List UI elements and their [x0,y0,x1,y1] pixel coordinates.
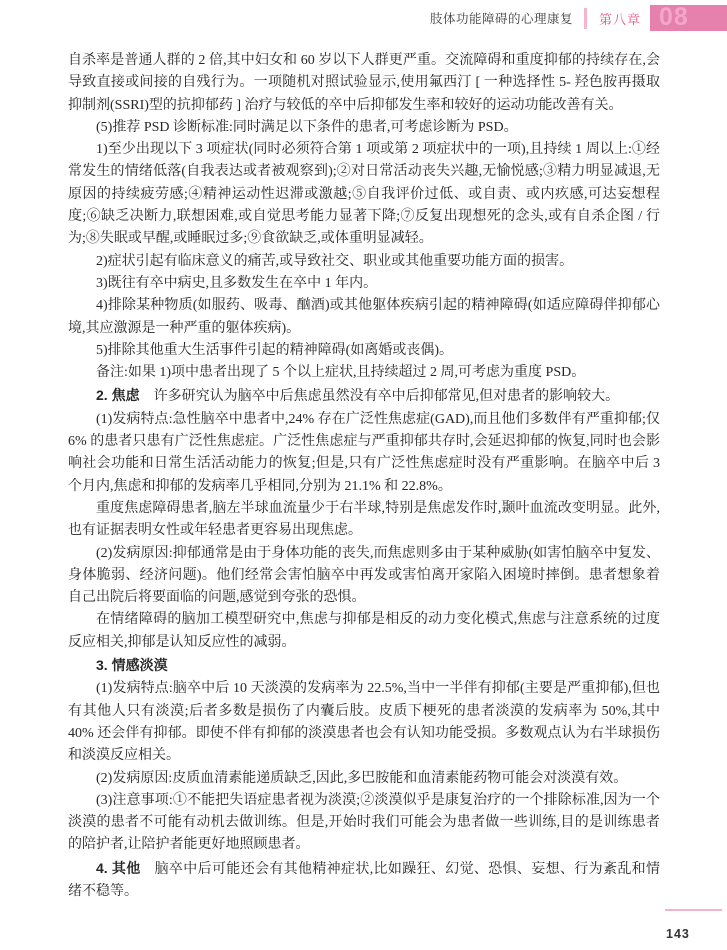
paragraph [68,609,660,654]
paragraph-text: 许多研究认为脑卒中后焦虑虽然没有卒中后抑郁常见,但对患者的影响较大。 [153,389,620,405]
paragraph [68,139,660,250]
paragraph [68,273,660,295]
page-header [0,0,727,36]
section-heading: 2. 焦虑 [96,387,140,404]
chapter-number-box [650,5,727,31]
paragraph-text: (2)发病原因:抑郁通常是由于身体功能的丧失,而焦虑则多由于某种威胁(如害怕脑卒中复发、身体脆弱、经济问题)。他们经常会害怕脑卒中再发或害怕离开家陷入困境时摔倒。患者想象着自己出院后将要面临的问题,感觉到夸张的恐惧。 [68,545,660,606]
paragraph [68,498,660,543]
page-number: 143 [666,927,690,941]
paragraph-text: 1)至少出现以下 3 项症状(同时必须符合第 1 项或第 2 项症状中的一项),且持续 1 周以上:①经常发生的情绪低落(自我表达或者被观察到);②对日常活动丧失兴趣,无愉悦感;③精力明显减退,无原因的持续疲劳感;④精神运动性迟滞或激越;⑤自我评价过低、或自责、或内疚感,可达妄想程度;⑥缺乏决断力,联想困难,或自觉思考能力显著下降;⑦反复出现想死的念头,或有自杀企图 / 行为;⑧失眠或早醒,或睡眠过多;⑨食欲缺乏,或体重明显减轻。 [68,142,660,247]
header-divider [584,8,587,29]
paragraph-text: (5)推荐 PSD 诊断标准:同时满足以下条件的患者,可考虑诊断为 PSD。 [96,119,518,135]
paragraph [68,678,660,767]
chapter-number: 08 [659,3,689,31]
paragraph-text: 在情绪障碍的脑加工模型研究中,焦虑与抑郁是相反的动力变化模式,焦虑与注意系统的过度反应相关,抑郁是认知反应性的减弱。 [68,612,660,650]
header-row [430,0,641,36]
paragraph-text: 自杀率是普通人群的 2 倍,其中妇女和 60 岁以下人群更严重。交流障碍和重度抑郁的持续存在,会导致直接或间接的自残行为。一项随机对照试验显示,使用氟西汀 [ 一种选择性 5- 羟色胺再摄取抑制剂(SSRI)型的抗抑郁药 ] 治疗与较低的卒中后抑郁发生率和较好的运动功能改善有关。 [68,53,660,113]
paragraph [68,790,660,857]
paragraph-text: 脑卒中后可能还会有其他精神症状,比如躁狂、幻觉、恐惧、妄想、行为紊乱和情绪不稳等。 [68,861,660,899]
paragraph-text: (3)注意事项:①不能把失语症患者视为淡漠;②淡漠似乎是康复治疗的一个排除标准,因为一个淡漠的患者不可能有动机去做训练。但是,开始时我们可能会为患者做一些训练,目的是训练患者的陪护者,让陪护者能更好地照顾患者。 [68,792,660,853]
paragraph [68,409,660,498]
paragraph [68,295,660,340]
paragraph [68,340,660,362]
paragraph [68,768,660,790]
page-body [68,50,660,903]
paragraph [68,362,660,384]
paragraph [68,251,660,273]
paragraph-text: 备注:如果 1)项中患者出现了 5 个以上症状,且持续超过 2 周,可考虑为重度 PSD。 [96,365,586,381]
paragraph-text: (1)发病特点:脑卒中后 10 天淡漠的发病率为 22.5%,当中一半伴有抑郁(主要是严重抑郁),但也有其他人只有淡漠;后者多数是损伤了内囊后肢。皮质下梗死的患者淡漠的发病率为 50%,其中 40% 还会伴有抑郁。即使不伴有抑郁的淡漠患者也会有认知功能受损。多数观点认为右半球损伤和淡漠反应相关。 [68,681,660,764]
paragraph-text: 5)排除其他重大生活事件引起的精神障碍(如离婚或丧偶)。 [96,342,453,358]
paragraph-text: 重度焦虑障碍患者,脑左半球血流量少于右半球,特别是焦虑发作时,颞叶血流改变明显。此外,也有证据表明女性或年轻患者更容易出现焦虑。 [68,500,660,539]
paragraph-text: 4)排除某种物质(如服药、吸毒、酗酒)或其他躯体疾病引起的精神障碍(如适应障碍伴抑郁心境,其应激源是一种严重的躯体疾病)。 [68,298,660,336]
paragraph-text: (1)发病特点:急性脑卒中患者中,24% 存在广泛性焦虑症(GAD),而且他们多数伴有严重抑郁;仅 6% 的患者只患有广泛性焦虑症。广泛性焦虑症与严重抑郁共存时,会延迟抑郁的恢复,同时也会影响社会功能和日常生活活动能力的恢复;但是,只有广泛性焦虑症时没有严重影响。在脑卒中后 3 个月内,焦虑和抑郁的发病率几乎相同,分别为 21.1% 和 22.8%。 [68,411,660,494]
paragraph [68,654,660,678]
paragraph-text: (2)发病原因:皮质血清素能递质缺乏,因此,多巴胺能和血清素能药物可能会对淡漠有效。 [96,770,628,786]
section-heading: 3. 情感淡漠 [96,657,168,674]
paragraph [68,50,660,117]
paragraph-text: 2)症状引起有临床意义的痛苦,或导致社交、职业或其他重要功能方面的损害。 [96,253,574,269]
chapter-label: 第八章 [598,11,641,27]
paragraph [68,543,660,610]
paragraph [68,857,660,904]
paragraph-text: 3)既往有卒中病史,且多数发生在卒中 1 年内。 [96,275,378,291]
footer-rule [665,909,722,911]
running-title: 肢体功能障碍的心理康复 [429,12,573,26]
paragraph [68,117,660,139]
section-heading: 4. 其他 [96,859,141,876]
paragraph [68,384,660,408]
